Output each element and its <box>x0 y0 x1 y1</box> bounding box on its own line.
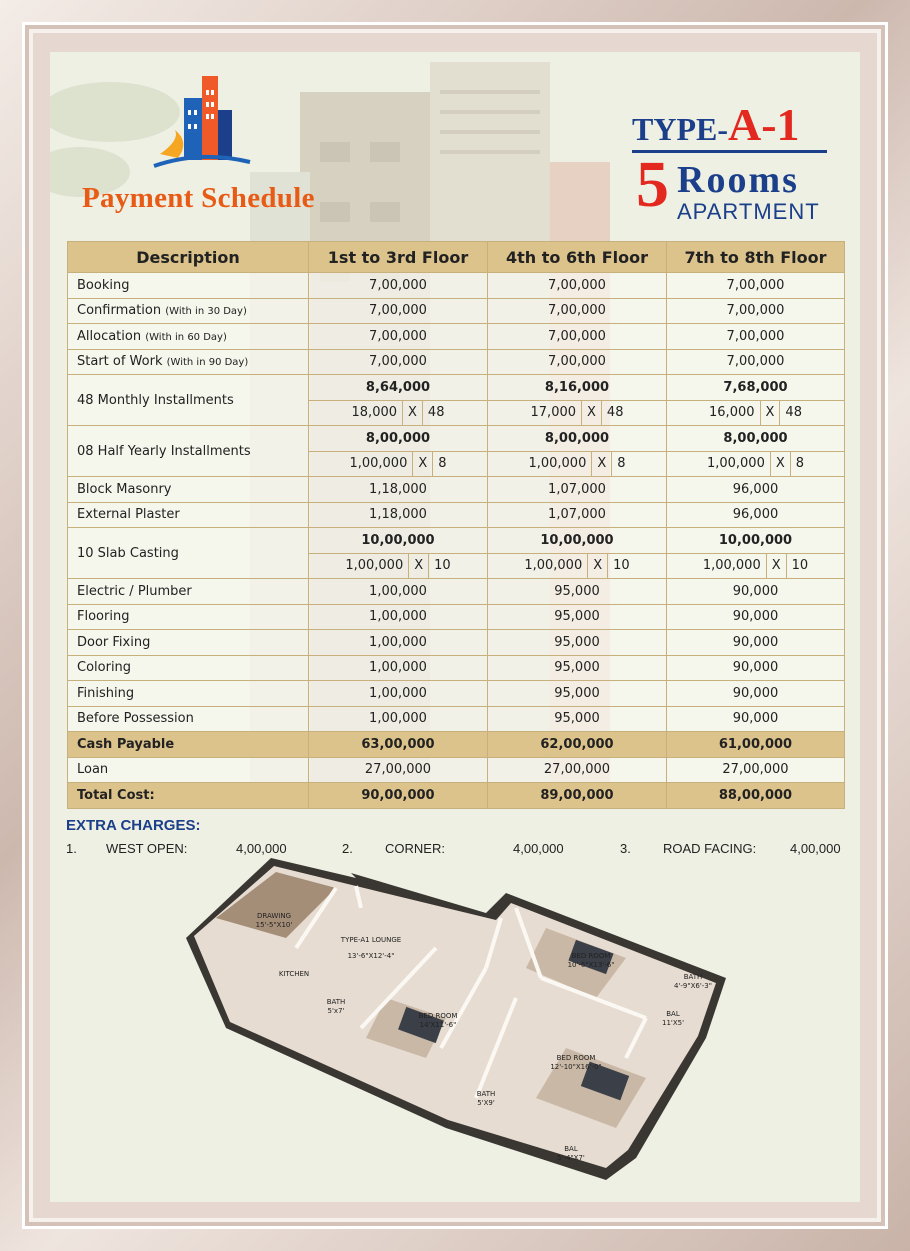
room-size: 5'x7' <box>327 1007 345 1015</box>
row-description: Coloring <box>68 655 309 681</box>
row-value: 7,00,000 <box>309 349 488 375</box>
row-breakdown: 1,00,000 X 8 <box>309 451 488 477</box>
extra-charge-amount: 4,00,000 <box>513 841 564 856</box>
room-label: KITCHEN <box>278 970 310 978</box>
company-logo <box>150 70 255 175</box>
extra-charge-label: CORNER: <box>385 841 445 856</box>
row-total: 10,00,000 <box>309 528 488 554</box>
row-value: 89,00,000 <box>488 783 667 809</box>
row-breakdown: 1,00,000 X 8 <box>488 451 667 477</box>
extra-charge-number: 3. <box>620 841 631 856</box>
room-label: BED ROOM <box>418 1012 458 1020</box>
table-row-cash-payable <box>68 732 845 758</box>
row-value: 90,000 <box>667 706 845 732</box>
apartment-label: APARTMENT <box>677 199 820 224</box>
row-note: (With in 60 Day) <box>145 331 227 343</box>
row-value: 96,000 <box>667 477 845 503</box>
row-description: Start of Work (With in 90 Day) <box>68 349 309 375</box>
row-value: 96,000 <box>667 502 845 528</box>
room-size: 10'-6"X13'-6" <box>567 961 615 969</box>
row-value: 1,00,000 <box>309 706 488 732</box>
row-description: 08 Half Yearly Installments <box>68 426 309 477</box>
row-value: 90,00,000 <box>309 783 488 809</box>
row-breakdown: 1,00,000 X 10 <box>488 553 667 579</box>
table-row-total-cost <box>68 783 845 809</box>
row-value: 7,00,000 <box>667 349 845 375</box>
row-total: 7,68,000 <box>667 375 845 401</box>
type-prefix: TYPE- <box>632 111 728 147</box>
table-row <box>68 757 845 783</box>
column-header: Description <box>68 242 309 273</box>
row-value: 62,00,000 <box>488 732 667 758</box>
row-value: 7,00,000 <box>667 298 845 324</box>
table-row <box>68 528 845 554</box>
payment-schedule-table <box>67 241 845 809</box>
row-value: 27,00,000 <box>309 757 488 783</box>
room-size: 5'X9' <box>477 1099 495 1107</box>
row-value: 7,00,000 <box>488 324 667 350</box>
room-label: DRAWING <box>256 912 292 920</box>
row-value: 90,000 <box>667 604 845 630</box>
row-value: 90,000 <box>667 655 845 681</box>
type-code: A-1 <box>728 99 800 150</box>
row-value: 90,000 <box>667 579 845 605</box>
table-row <box>68 375 845 401</box>
row-value: 1,18,000 <box>309 477 488 503</box>
row-value: 7,00,000 <box>309 324 488 350</box>
row-value: 7,00,000 <box>309 298 488 324</box>
rooms-label: Rooms <box>677 159 799 201</box>
row-description: Flooring <box>68 604 309 630</box>
row-value: 95,000 <box>488 604 667 630</box>
row-note: (With in 30 Day) <box>165 306 247 318</box>
room-size: 5'-4"X7' <box>557 1154 585 1162</box>
row-description: Confirmation (With in 30 Day) <box>68 298 309 324</box>
row-value: 61,00,000 <box>667 732 845 758</box>
row-value: 95,000 <box>488 655 667 681</box>
row-breakdown: 1,00,000 X 10 <box>667 553 845 579</box>
row-breakdown: 17,000 X 48 <box>488 400 667 426</box>
row-description: Finishing <box>68 681 309 707</box>
room-label: BED ROOM <box>556 1054 596 1062</box>
row-breakdown: 16,000 X 48 <box>667 400 845 426</box>
apartment-type-heading <box>632 99 832 153</box>
row-total: 8,00,000 <box>309 426 488 452</box>
row-breakdown: 1,00,000 X 10 <box>309 553 488 579</box>
row-value: 63,00,000 <box>309 732 488 758</box>
extra-charge-amount: 4,00,000 <box>790 841 841 856</box>
row-value: 1,18,000 <box>309 502 488 528</box>
row-description: Door Fixing <box>68 630 309 656</box>
row-value: 95,000 <box>488 579 667 605</box>
row-total: 10,00,000 <box>667 528 845 554</box>
row-description: Cash Payable <box>68 732 309 758</box>
row-breakdown: 1,00,000 X 8 <box>667 451 845 477</box>
floor-plan-3d-render <box>186 858 746 1183</box>
table-row <box>68 579 845 605</box>
table-row <box>68 630 845 656</box>
rooms-heading <box>636 148 836 226</box>
row-total: 8,64,000 <box>309 375 488 401</box>
row-description: 10 Slab Casting <box>68 528 309 579</box>
row-value: 1,00,000 <box>309 604 488 630</box>
row-value: 90,000 <box>667 681 845 707</box>
room-label: BATH <box>326 998 346 1006</box>
row-total: 8,00,000 <box>488 426 667 452</box>
row-value: 1,00,000 <box>309 630 488 656</box>
row-value: 7,00,000 <box>488 349 667 375</box>
row-value: 1,00,000 <box>309 681 488 707</box>
extra-charge-number: 2. <box>342 841 353 856</box>
extra-charge-label: WEST OPEN: <box>106 841 188 856</box>
row-value: 95,000 <box>488 630 667 656</box>
room-label: BATH <box>683 973 703 981</box>
row-value: 88,00,000 <box>667 783 845 809</box>
row-description: External Plaster <box>68 502 309 528</box>
room-size: 12'-10"X16'-0" <box>550 1063 602 1071</box>
row-description: Loan <box>68 757 309 783</box>
table-row <box>68 502 845 528</box>
rooms-number: 5 <box>636 148 669 221</box>
row-value: 90,000 <box>667 630 845 656</box>
table-row <box>68 426 845 452</box>
row-value: 27,00,000 <box>667 757 845 783</box>
row-description: Before Possession <box>68 706 309 732</box>
row-value: 1,00,000 <box>309 655 488 681</box>
room-label: BAL <box>666 1010 680 1018</box>
row-total: 8,16,000 <box>488 375 667 401</box>
row-value: 1,07,000 <box>488 502 667 528</box>
table-row <box>68 349 845 375</box>
room-label: BAL <box>564 1145 578 1153</box>
row-note: (With in 90 Day) <box>166 357 249 369</box>
row-value: 1,07,000 <box>488 477 667 503</box>
table-row <box>68 298 845 324</box>
row-value: 1,00,000 <box>309 579 488 605</box>
row-value: 7,00,000 <box>488 273 667 299</box>
table-row <box>68 324 845 350</box>
room-label: BATH <box>476 1090 496 1098</box>
room-size: 11'X5' <box>661 1019 685 1027</box>
room-size: 15'-5"X10' <box>255 921 293 929</box>
row-description: Allocation (With in 60 Day) <box>68 324 309 350</box>
row-description: Block Masonry <box>68 477 309 503</box>
row-value: 7,00,000 <box>309 273 488 299</box>
table-row <box>68 604 845 630</box>
table-row <box>68 706 845 732</box>
room-label: BED ROOM <box>571 952 611 960</box>
row-description: 48 Monthly Installments <box>68 375 309 426</box>
row-total: 10,00,000 <box>488 528 667 554</box>
row-value: 7,00,000 <box>667 273 845 299</box>
column-header: 4th to 6th Floor <box>488 242 667 273</box>
row-description: Total Cost: <box>68 783 309 809</box>
page-title: Payment Schedule <box>82 182 315 214</box>
row-value: 95,000 <box>488 681 667 707</box>
table-row <box>68 681 845 707</box>
extra-charge-amount: 4,00,000 <box>236 841 287 856</box>
table-row <box>68 273 845 299</box>
column-header: 7th to 8th Floor <box>667 242 845 273</box>
extra-charge-number: 1. <box>66 841 77 856</box>
row-description: Booking <box>68 273 309 299</box>
table-row <box>68 477 845 503</box>
row-value: 7,00,000 <box>667 324 845 350</box>
room-size: 13'-6"X12'-4" <box>347 952 395 960</box>
room-size: 4'-9"X6'-3" <box>674 982 712 990</box>
extra-charge-label: ROAD FACING: <box>663 841 757 856</box>
row-value: 27,00,000 <box>488 757 667 783</box>
row-value: 95,000 <box>488 706 667 732</box>
row-description: Electric / Plumber <box>68 579 309 605</box>
row-value: 7,00,000 <box>488 298 667 324</box>
extra-charges-title: EXTRA CHARGES: <box>66 817 201 834</box>
row-total: 8,00,000 <box>667 426 845 452</box>
table-header-row <box>68 242 845 273</box>
column-header: 1st to 3rd Floor <box>309 242 488 273</box>
room-size: 14'X11'-6" <box>419 1021 457 1029</box>
table-row <box>68 655 845 681</box>
room-label: TYPE-A1 LOUNGE <box>340 936 402 944</box>
row-breakdown: 18,000 X 48 <box>309 400 488 426</box>
